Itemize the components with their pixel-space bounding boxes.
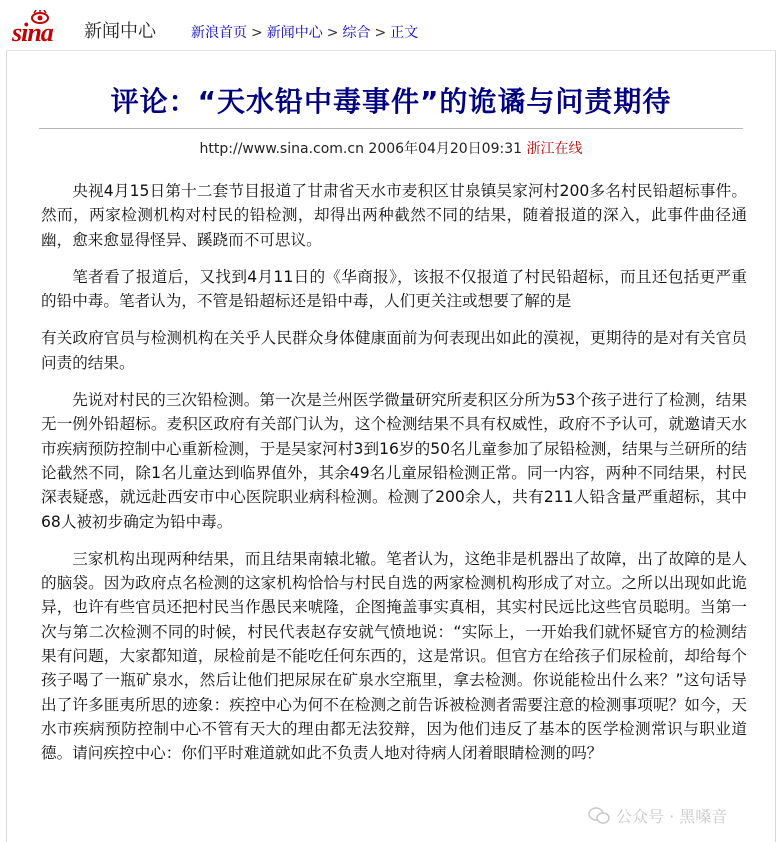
paragraph: 先说对村民的三次铅检测。第一次是兰州医学微量研究所麦积区分所为53个孩子进行了检测，结果无一例外铅超标。麦积区政府有关部门认为，这个检测结果不具有权威性，政府不予认可，就邀请天水市疾病预防控制中心重新检测，于是吴家河村3到16岁的50名儿童参加了尿铅检测，结果与兰研所的结论截然不同，除1名儿童达到临界值外，其余49名儿童尿铅检测正常。同一内容，两种不同结果，村民深表疑惑，就远赴西安市中心医院职业病科检测。检测了200余人，共有211人铅含量严重超标，其中68人被初步确定为铅中毒。 [41, 391, 747, 531]
breadcrumb-general-link[interactable]: 综合 [342, 25, 371, 41]
sina-logo[interactable] [10, 8, 160, 47]
wechat-icon [588, 807, 610, 825]
site-url: http://www.sina.com.cn [199, 141, 364, 157]
article-container [6, 50, 776, 842]
article-meta [7, 139, 775, 159]
article-body [41, 179, 747, 779]
title-divider [39, 128, 743, 129]
breadcrumb [191, 24, 418, 42]
source-link[interactable]: 浙江在线 [526, 141, 583, 157]
logo-section-name: 新闻中心 [84, 21, 156, 42]
logo-wordmark: sina [12, 18, 53, 47]
breadcrumb-separator: > [326, 25, 339, 41]
paragraph: 笔者看了报道后，又找到4月11日的《华商报》，该报不仅报道了村民铅超标，而且还包括更严重的铅中毒。笔者认为，不管是铅超标还是铅中毒，人们更关注或想要了解的是 [41, 267, 747, 311]
breadcrumb-news-link[interactable]: 新闻中心 [266, 25, 323, 41]
paragraph: 有关政府官员与检测机构在关乎人民群众身体健康面前为何表现出如此的漠视，更期待的是对有关官员问责的结果。 [41, 329, 747, 372]
breadcrumb-current-link[interactable]: 正文 [390, 25, 419, 41]
article-title: 评论：“天水铅中毒事件”的诡谲与问责期待 [110, 85, 672, 118]
breadcrumb-separator: > [374, 25, 387, 41]
paragraph: 央视4月15日第十二套节目报道了甘肃省天水市麦积区甘泉镇吴家河村200多名村民铅超标事件。然而，两家检测机构对村民的铅检测，却得出两种截然不同的结果，随着报道的深入，此事件曲径通幽，愈来愈显得怪异、蹊跷而不可思议。 [41, 182, 747, 249]
breadcrumb-home-link[interactable]: 新浪首页 [191, 25, 247, 41]
breadcrumb-separator: > [251, 25, 263, 41]
top-bar [0, 0, 784, 50]
paragraph: 三家机构出现两种结果，而且结果南辕北辙。笔者认为，这绝非是机器出了故障，出了故障的是人的脑袋。因为政府点名检测的这家机构恰恰与村民自选的两家检测机构形成了对立。之所以出现如此诡异，也许有些官员还把村民当作愚民来唬隆，企图掩盖事实真相，其实村民远比这些官员聪明。当第一次与第二次检测不同的时候，村民代表赵存安就气愤地说：“实际上，一开始我们就怀疑官方的检测结果有问题，大家都知道，尿检前是不能吃任何东西的，这是常识。但官方在给孩子们尿检前，却给每个孩子喝了一瓶矿泉水，然后让他们把尿尿在矿泉水空瓶里，拿去检测。你说能检出什么来？”这句话导出了许多匪夷所思的迹象：疾控中心为何不在检测之前告诉被检测者需要注意的检测事项呢？如今，天水市疾病预防控制中心不管有天大的理由都无法狡辩，因为他们违反了基本的医学检测常识与职业道德。请问疾控中心：你们平时难道就如此不负责人地对待病人闭着眼睛检测的吗？ [41, 549, 747, 763]
watermark-text: 公众号 · 黑嗓音 [616, 807, 728, 826]
publish-datetime: 2006年04月20日09:31 [368, 141, 523, 157]
watermark [588, 802, 768, 832]
